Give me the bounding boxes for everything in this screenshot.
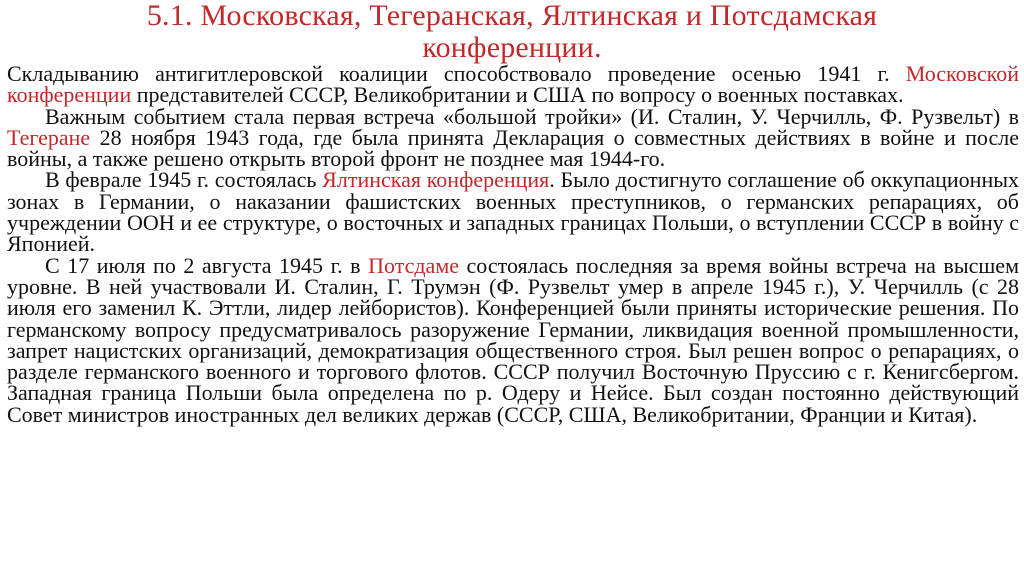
paragraph-yalta <box>7 167 1019 257</box>
paragraph-moscow <box>7 63 1019 106</box>
slide-title-line-1: 5.1. Московская, Тегеранская, Ялтинская и Потсдамская <box>146 0 878 32</box>
paragraph-tehran <box>7 103 1019 172</box>
paragraph-text: Складыванию антигитлеровской коалиции способствовало проведение осенью 1941 г. <box>7 61 906 86</box>
slide-body <box>7 63 1019 425</box>
slide-title <box>0 0 1024 64</box>
highlight-moscow-conference: Московской конференции <box>7 61 1019 108</box>
paragraph-potsdam <box>7 252 1019 427</box>
paragraph-text: . Было достигнуто соглашение об оккупационных зонах в Германии, о наказании фашистских военных преступников, о германских репарациях, об учреждении ООН и ее структуре, о восточных и западных границах Польши, о вступлении СССР в войну с Японией. <box>7 167 1019 257</box>
paragraph-text: Важным событием стала первая встреча «большой тройки» (И. Сталин, У. Черчилль, Ф. Рузвельт) в <box>45 103 1019 129</box>
paragraph-text: состоялась последняя за время войны встреча на высшем уровне. В ней участвовали И. Сталин, Г. Трумэн (Ф. Рузвельт умер в апреле 1945 г.), У. Черчилль (с 28 июля его заменил К. Эттли, лидер лейбористов). Конференцией были приняты исторические решения. По германскому вопросу предусматривалось разоружение Германии, ликвидация военной промышленности, запрет нацистских организаций, демократизация общественного строя. Был решен вопрос о репарациях, о разделе германского военного и торгового флотов. СССР получил Восточную Пруссию с г. Кенигсбергом. Западная граница Польши была определена по р. Одеру и Нейсе. Был создан постоянно действующий Совет министров иностранных дел великих держав (СССР, США, Великобритании, Франции и Китая). <box>7 252 1019 427</box>
highlight-potsdam: Потсдаме <box>368 252 459 278</box>
paragraph-text: В феврале 1945 г. состоялась <box>45 167 323 193</box>
highlight-tehran: Тегеране <box>7 124 91 150</box>
slide-title-line-2: конференции. <box>422 31 602 64</box>
highlight-yalta-conference: Ялтинская конференция <box>322 167 550 193</box>
paragraph-text: представителей СССР, Великобритании и США по вопросу о военных поставках. <box>131 82 904 108</box>
paragraph-text: С 17 июля по 2 августа 1945 г. в <box>45 252 369 278</box>
paragraph-text: 28 ноября 1943 года, где была принята Декларация о совместных действиях в войне и после войны, а также решено открыть второй фронт не позднее мая 1944-го. <box>7 124 1019 172</box>
